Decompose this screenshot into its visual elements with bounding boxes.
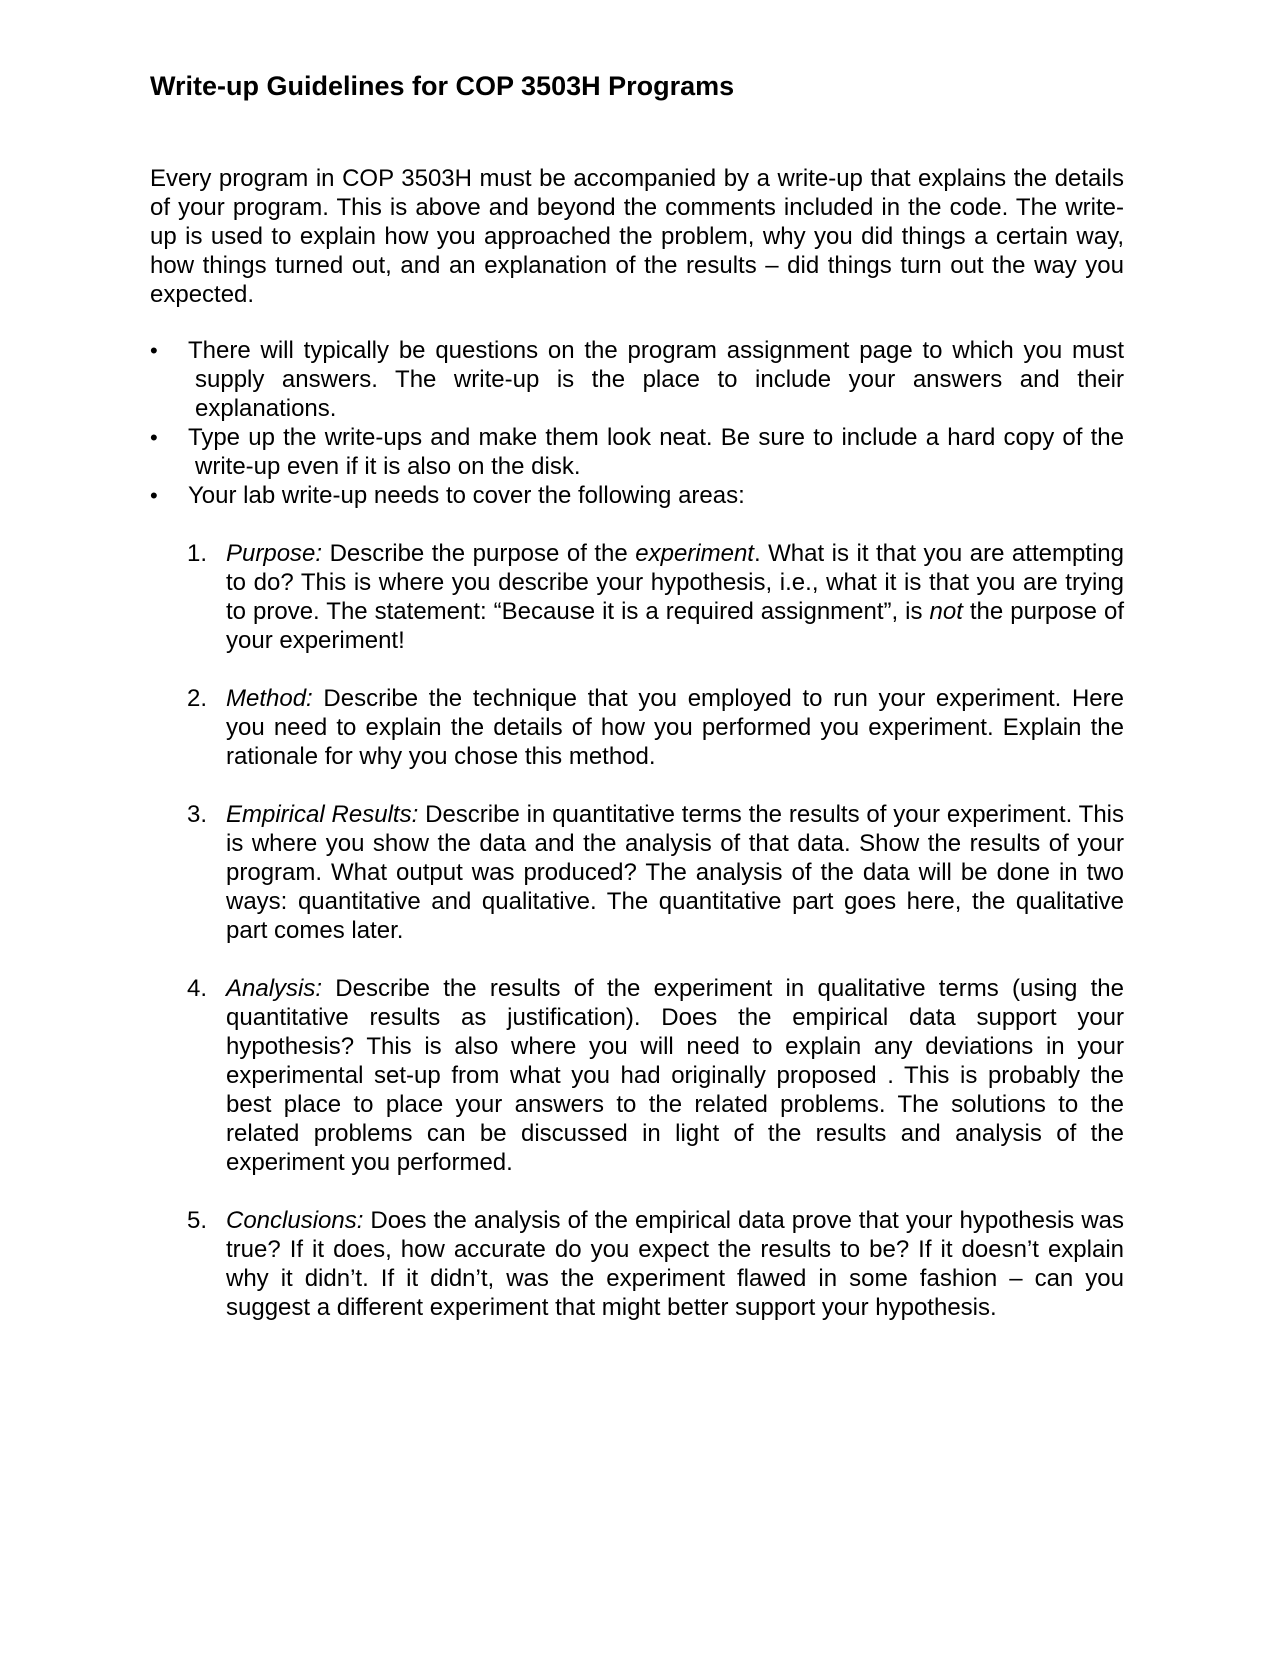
section-emphasis: experiment: [635, 540, 754, 568]
section-text: . What is it that you are attempting to do? This is where you describe your hypothesis, i.e., what it is that you are trying to prove. The statement: “Because it is a required assignment”, is: [226, 540, 1124, 626]
bullet-text: There will typically be questions on the program assignment page to which you must supply answers. The write-up is the place to include your answers and their explanations.: [188, 337, 1124, 423]
intro-paragraph: Every program in COP 3503H must be accompanied by a write-up that explains the details of your program. This is above and beyond the comments included in the code. The write-up is used to explain how you approached the problem, why you did things a certain way, how things turned out, and an explanation of the results – did things turn out the way you expected.: [150, 165, 1124, 309]
writeup-sections: [150, 539, 1124, 1322]
section-number: 4.: [187, 975, 208, 1003]
section-method: [150, 684, 1124, 771]
section-term: Empirical Results:: [226, 801, 419, 829]
bullet-item-areas: [150, 481, 1124, 510]
bullet-text: Type up the write-ups and make them look neat. Be sure to include a hard copy of the write-up even if it is also on the disk.: [188, 424, 1124, 481]
bullet-mark: •: [150, 338, 158, 364]
section-number: 3.: [187, 801, 208, 829]
section-number: 1.: [187, 540, 208, 568]
page-title: Write-up Guidelines for COP 3503H Programs: [150, 71, 735, 101]
section-text: Describe the results of the experiment in qualitative terms (using the quantitative results as justification). Does the empirical data support your hypothesis? This is also where you will need to explain any deviations in your experimental set-up from what you had originally proposed . This is probably the best place to place your answers to the related problems. The solutions to the related problems can be discussed in light of the results and analysis of the experiment you performed.: [226, 975, 1124, 1177]
guideline-bullets: [150, 336, 1124, 510]
section-empirical-results: [150, 800, 1124, 945]
section-term: Conclusions:: [226, 1207, 364, 1235]
section-term: Purpose:: [226, 540, 323, 568]
bullet-item-neatness: [150, 423, 1124, 481]
section-number: 2.: [187, 685, 208, 713]
bullet-mark: •: [150, 483, 158, 509]
section-emphasis: not: [929, 598, 963, 626]
section-text: Does the analysis of the empirical data prove that your hypothesis was true? If it does, how accurate do you expect the results to be? If it doesn’t explain why it didn’t. If it didn’t, was the experiment flawed in some fashion – can you suggest a different experiment that might better support your hypothesis.: [226, 1207, 1124, 1322]
section-text: Describe the purpose of the: [322, 540, 636, 568]
section-conclusions: [150, 1206, 1124, 1322]
bullet-text: Your lab write-up needs to cover the following areas:: [188, 482, 745, 510]
section-text: Describe the technique that you employed to run your experiment. Here you need to explain the details of how you performed you experiment. Explain the rationale for why you chose this method.: [226, 685, 1124, 771]
section-term: Method:: [226, 685, 313, 713]
bullet-mark: •: [150, 425, 158, 451]
section-term: Analysis:: [226, 975, 323, 1003]
section-text: the purpose of your experiment!: [226, 598, 1124, 655]
section-number: 5.: [187, 1207, 208, 1235]
section-text: Describe in quantitative terms the results of your experiment. This is where you show the data and the analysis of that data. Show the results of your program. What output was produced? The analysis of the data will be done in two ways: quantitative and qualitative. The quantitative part goes here, the qualitative part comes later.: [226, 801, 1125, 945]
section-analysis: [150, 974, 1124, 1177]
section-purpose: [150, 539, 1124, 655]
bullet-item-answers: [150, 336, 1124, 423]
document-page: [150, 70, 1124, 1351]
